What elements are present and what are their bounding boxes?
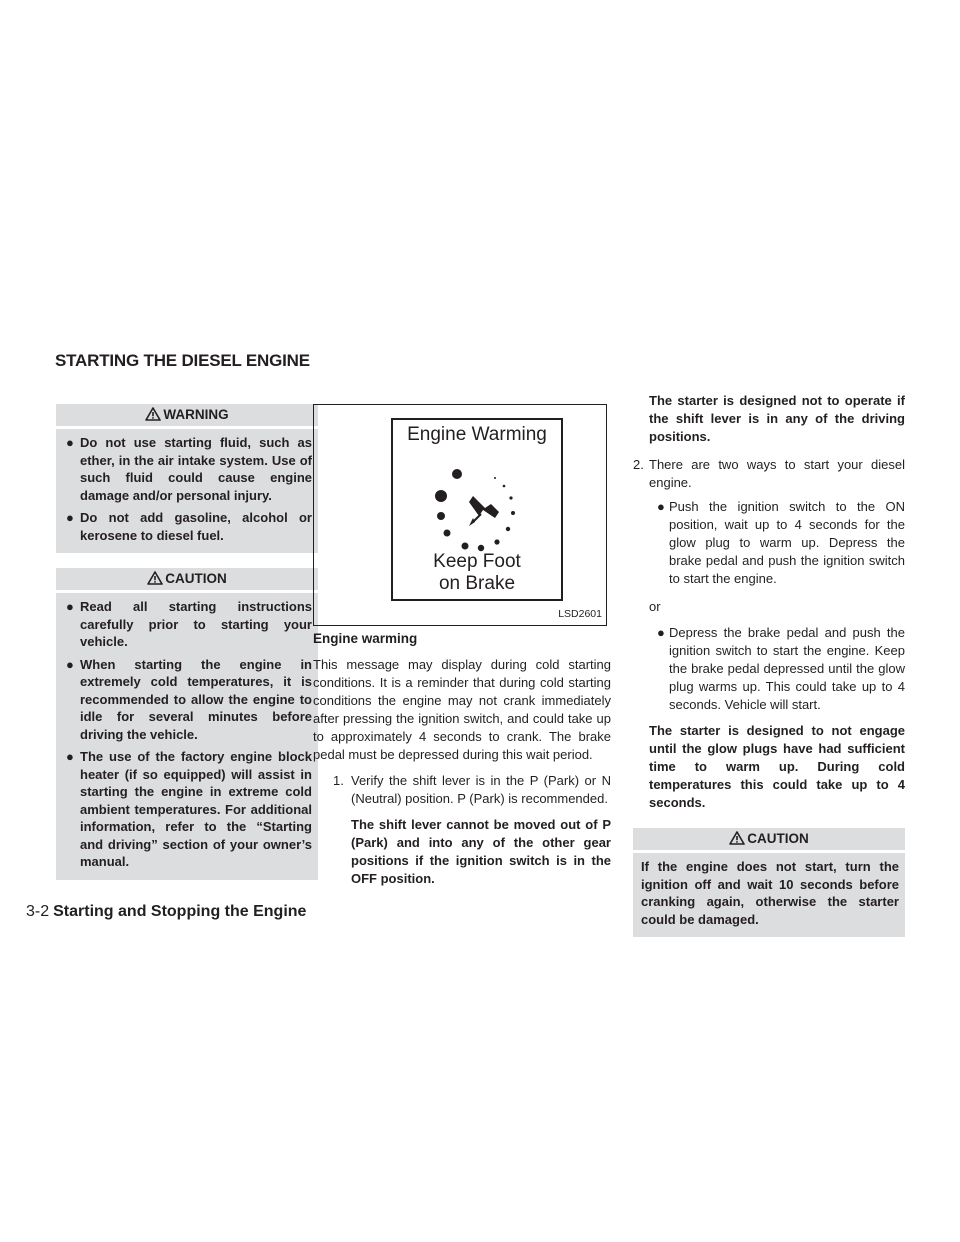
caution-header	[56, 568, 318, 590]
caution-item: ● When starting the engine in extremely cold temperatures, it is recommended to allow the engine to idle for several minutes before driving the vehicle.	[66, 656, 312, 742]
starter-note: The starter is designed not to operate if the shift lever is in any of the driving positions.	[649, 393, 905, 444]
display-screen	[391, 418, 563, 601]
warning-triangle-icon	[147, 570, 163, 592]
section-title: STARTING THE DIESEL ENGINE	[55, 351, 310, 370]
right-column	[633, 393, 905, 937]
step-1-text: Verify the shift lever is in the P (Park) or N (Neutral) position. P (Park) is recommended.	[351, 773, 611, 806]
middle-column	[313, 404, 611, 888]
step-2-text: There are two ways to start your diesel engine.	[649, 457, 905, 490]
option-1: ● Push the ignition switch to the ON position, wait up to 4 seconds for the glow plug to warm up. Depress the brake pedal and push the ignition switch to start the engine.	[657, 499, 905, 586]
bullet-icon: ●	[657, 499, 665, 514]
caution-item: ● Read all starting instructions carefully prior to starting your vehicle.	[66, 599, 312, 649]
bullet-icon: ●	[66, 435, 74, 450]
page-number: 3-2	[26, 903, 50, 920]
caution-2-body: If the engine does not start, turn the ignition off and wait 10 seconds before cranking again, otherwise the starter could be damaged.	[633, 853, 905, 937]
caution-body	[56, 593, 318, 880]
warning-triangle-icon	[145, 406, 161, 428]
option-2: ● Depress the brake pedal and push the ignition switch to start the engine. Keep the brake pedal depressed until the glow plug warms up. This could take up to 4 seconds. Vehicle will start.	[657, 625, 905, 712]
figure-id: LSD2601	[558, 608, 602, 620]
engine-warming-heading: Engine warming	[313, 631, 418, 646]
step-1: 1. Verify the shift lever is in the P (Park) or N (Neutral) position. P (Park) is recommended. The shift lever cannot be moved out of P (Park) and into any of the other gear positions if the ignition switch is in the OFF position.	[333, 773, 611, 886]
caution-2-title: CAUTION	[747, 831, 809, 846]
warning-item: ● Do not use starting fluid, such as ether, in the air intake system. Use of such fluid could cause engine damage and/or personal injury.	[66, 435, 312, 503]
bullet-icon: ●	[66, 510, 74, 525]
screen-line-2: on Brake	[438, 573, 516, 594]
bullet-icon: ●	[66, 599, 74, 614]
caution-2-header	[633, 828, 905, 850]
bullet-icon: ●	[66, 656, 74, 672]
warning-title: WARNING	[163, 407, 229, 422]
glow-plug-icon	[425, 456, 535, 556]
page-footer	[26, 903, 306, 921]
chapter-title: Starting and Stopping the Engine	[53, 903, 307, 920]
engine-warming-paragraph: This message may display during cold starting conditions. It is a reminder that during cold starting conditions the engine may not crank immediately after pressing the ignition switch, and could take up to approximately 4 seconds to crank. The brake pedal must be depressed during this wait period.	[313, 657, 611, 762]
step-1-note: The shift lever cannot be moved out of P (Park) and into any of the other gear positions if the ignition switch is in the OFF position.	[351, 817, 611, 886]
bullet-icon: ●	[66, 749, 74, 764]
starter-engage-note: The starter is designed to not engage until the glow plugs have had sufficient time to warm up. During cold temperatures this could take up to 4 seconds.	[649, 723, 905, 810]
caution-title: CAUTION	[165, 571, 227, 586]
step-2: 2. There are two ways to start your diesel engine. ● Push the ignition switch to the ON position, wait up to 4 seconds for the glow plug to warm up. Depress the brake pedal and push the ignition switch to start the engine. or ● Depress the brake pedal and push the ignition switch to start the engine. Keep the brake pedal depressed until the glow plug warms up. This could take up to 4 seconds. Vehicle will start. The starter is designed to not engage until the glow plugs have had sufficient time to warm up. During cold temperatures this could take up to 4 seconds.	[633, 457, 905, 810]
engine-warming-figure	[313, 404, 607, 626]
warning-item: ● Do not add gasoline, alcohol or kerosene to diesel fuel.	[66, 510, 312, 543]
screen-title: Engine Warming	[407, 424, 547, 445]
warning-triangle-icon	[729, 830, 745, 852]
bullet-icon: ●	[657, 625, 665, 640]
screen-line-1: Keep Foot	[433, 551, 521, 572]
warning-header	[56, 404, 318, 426]
warning-body	[56, 429, 318, 553]
or-text: or	[649, 599, 661, 614]
caution-item: ● The use of the factory engine block heater (if so equipped) will assist in starting the engine in extreme cold ambient temperatures. For additional information, refer to the “Starting and driving” section of your owner’s manual.	[66, 749, 312, 869]
left-column	[56, 404, 318, 880]
